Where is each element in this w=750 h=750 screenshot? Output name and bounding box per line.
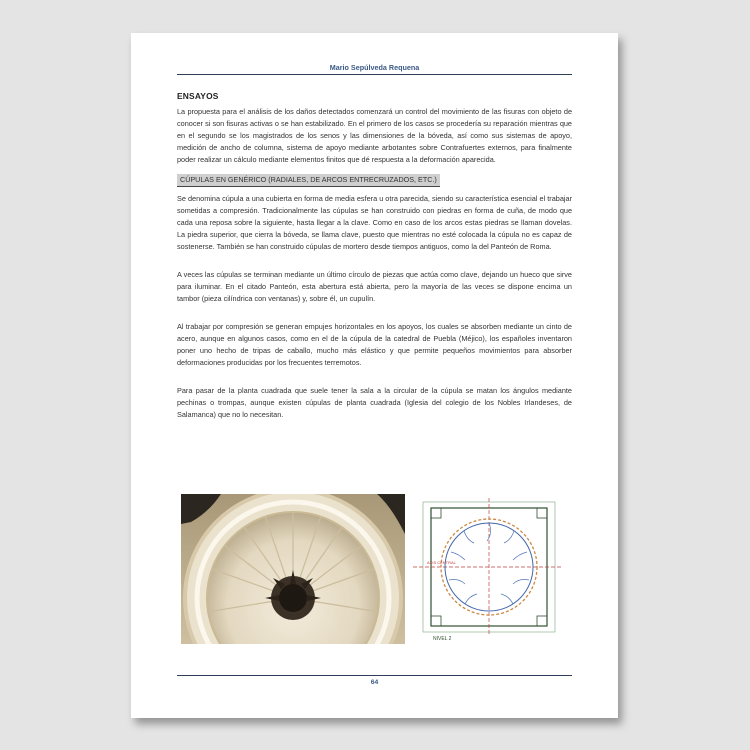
document-page xyxy=(131,33,618,718)
page-header-author: Mario Sepúlveda Requena xyxy=(329,63,420,72)
spacer xyxy=(177,377,572,385)
drawing-label-level: NIVEL 2 xyxy=(433,636,452,642)
dome-photo xyxy=(181,494,405,644)
paragraph-2: Se denomina cúpula a una cubierta en forma de media esfera u otra parecida, siendo su característica esencial el trabajar sometidas a compresión. Tradicionalmente las cúpulas se han construido con piedras en forma de cuña, de modo que cada una reposa sobre la siguiente, hasta llegar a la clave. Como en caso de los arcos estas piedras se llaman dovelas. La piedra superior, que cierra la bóveda, se llama clave, puesto que mientras no esté colocada la cúpula no es capaz de sostenerse. También se han construido cúpulas de mortero desde tiempos antiguos, como la del Panteón de Roma. xyxy=(177,194,572,251)
drawing-label-axis: AXIS CENTRAL xyxy=(427,560,456,565)
spacer xyxy=(177,313,572,321)
footer-rule xyxy=(177,675,572,676)
page-body xyxy=(177,90,572,429)
section-heading-cupulas: CÚPULAS EN GENÉRICO (RADIALES, DE ARCOS ENTRECRUZADOS, ETC.) xyxy=(177,174,440,187)
dome-plan-drawing xyxy=(409,494,566,644)
page-number: 64 xyxy=(370,679,379,686)
paragraph-3: A veces las cúpulas se terminan mediante un último círculo de piezas que actúa como clave, dejando un hueco que sirve para iluminar. En el citado Panteón, esta abertura está abierta, pero la mayoría de las veces se dispone encima un tambor (pieza cilíndrica con ventanas) y, sobre él, un cupulín. xyxy=(177,270,572,303)
heading-ensayos: ENSAYOS xyxy=(177,91,219,101)
header-rule xyxy=(177,74,572,75)
paragraph-4: Al trabajar por compresión se generan empujes horizontales en los apoyos, los cuales se absorben mediante un cinto de acero, aunque en algunos casos, como en el de la cúpula de la catedral de Puebla (Méjico), los españoles inventaron poner uno hecho de tripas de caballo, mucho más elástico y que permite pequeños movimientos para absorber deformaciones producidas por los frecuentes terremotos. xyxy=(177,322,572,367)
spacer xyxy=(177,261,572,269)
paragraph-5: Para pasar de la planta cuadrada que suele tener la sala a la circular de la cúpula se matan los ángulos mediante pechinas o trompas, aunque existen cúpulas de planta cuadrada (Iglesia del colegio de los Nobles Irlandeses, de Salamanca) que no lo necesitan. xyxy=(177,386,572,419)
paragraph-1: La propuesta para el análisis de los daños detectados comenzará un control del movimiento de las fisuras con objeto de conocer si son fisuras activas o se han estabilizado. En el primero de los casos se procedería su reparación mientras que en el segundo se los magistrados de los senos y las dimensiones de la bóveda, así como sus sistemas de apoyo, medición de ancho de columna, sistema de apoyo mediante arbotantes sobre Contrafuertes externos, para finalmente poder realizar un cálculo mediante elementos finitos que dé respuesta a la deformación aparecida. xyxy=(177,107,572,164)
figures-row xyxy=(181,494,566,644)
